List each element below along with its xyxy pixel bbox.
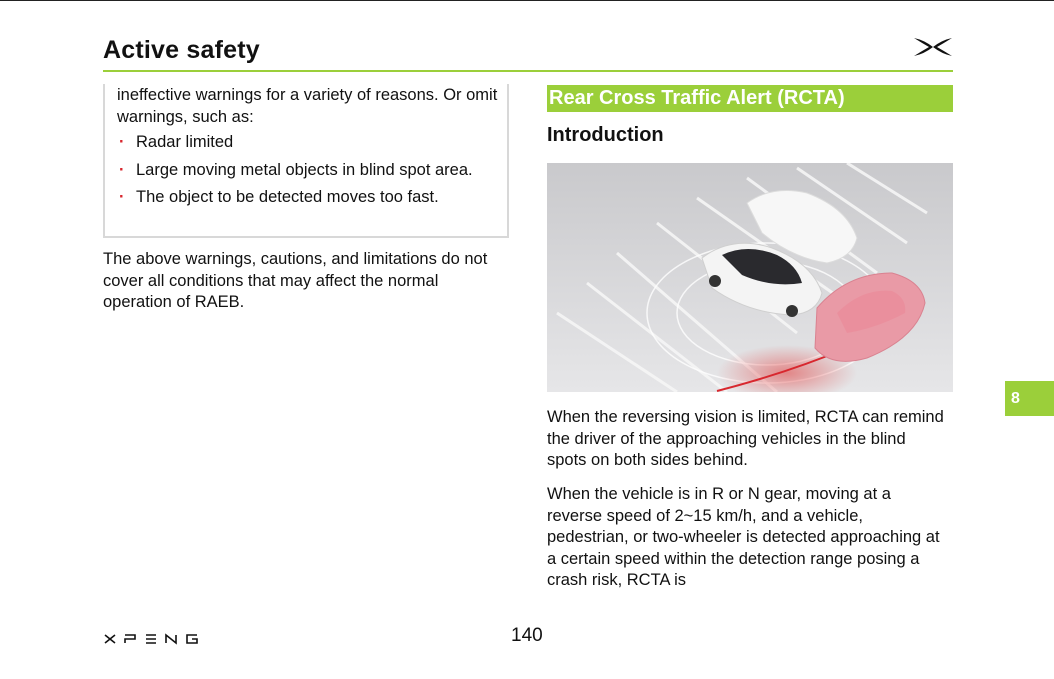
list-item-text: The object to be detected moves too fast.	[136, 188, 439, 206]
bullet-icon: ·	[119, 160, 125, 179]
page-number: 140	[511, 625, 543, 646]
header-divider	[103, 70, 953, 72]
list-item-text: Large moving metal objects in blind spot area.	[136, 160, 473, 179]
list-item	[117, 132, 505, 154]
page-title: Active safety	[103, 36, 260, 64]
limitations-paragraph: The above warnings, cautions, and limitations do not cover all conditions that may affect the normal operation of RAEB.	[103, 250, 488, 311]
warning-box	[103, 84, 509, 238]
rcta-parking-illustration	[547, 163, 953, 392]
xpeng-x-icon	[913, 36, 953, 58]
list-item	[117, 160, 505, 182]
chapter-tab[interactable]: 8	[1005, 381, 1054, 416]
bullet-icon: ·	[119, 133, 125, 151]
top-border	[0, 0, 1054, 1]
warning-list	[117, 132, 505, 215]
xpeng-wordmark-logo	[103, 631, 203, 647]
section-banner: Rear Cross Traffic Alert (RCTA)	[547, 85, 953, 112]
list-item	[117, 187, 505, 209]
rcta-intro-paragraph: When the reversing vision is limited, RCTA can remind the driver of the approaching vehicles in the blind spots on both sides behind.	[547, 408, 944, 469]
rcta-conditions-paragraph: When the vehicle is in R or N gear, moving at a reverse speed of 2~15 km/h, and a vehicle, pedestrian, or two-wheeler is detected approaching at a certain speed within the detection range posing a crash risk, RCTA is	[547, 485, 940, 589]
bullet-icon: ·	[119, 188, 125, 206]
subheading: Introduction	[547, 124, 664, 146]
warning-intro: ineffective warnings for a variety of reasons. Or omit warnings, such as:	[117, 86, 498, 126]
list-item-text: Radar limited	[136, 133, 234, 151]
